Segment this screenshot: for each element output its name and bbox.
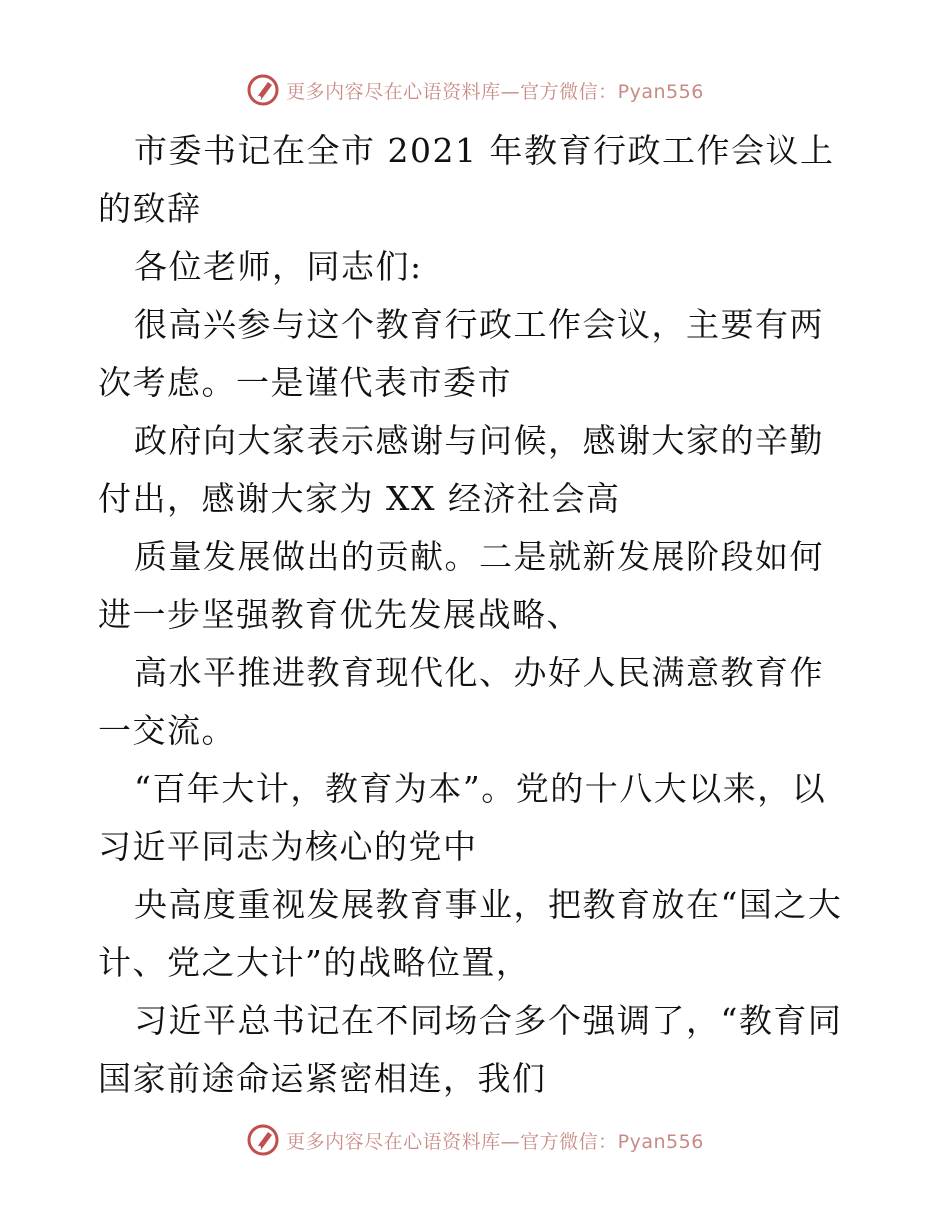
paragraph: 很高兴参与这个教育行政工作会议，主要有两次考虑。一是谨代表市委市 bbox=[98, 305, 824, 402]
paragraph: 习近平总书记在不同场合多个强调了，“教育同国家前途命运紧密相连，我们 bbox=[98, 1001, 843, 1098]
salutation: 各位老师，同志们: bbox=[134, 247, 423, 286]
document-body bbox=[98, 122, 858, 1108]
paragraph: 政府向大家表示感谢与问候，感谢大家的辛勤付出，感谢大家为 XX 经济社会高 bbox=[98, 421, 824, 518]
watermark-text: 更多内容尽在心语资料库—官方微信：Pyan556 bbox=[286, 1130, 704, 1153]
paragraph: 央高度重视发展教育事业，把教育放在“国之大计、党之大计”的战略位置， bbox=[98, 885, 843, 982]
paragraph: 质量发展做出的贡献。二是就新发展阶段如何进一步坚强教育优先发展战略、 bbox=[98, 537, 824, 634]
header-watermark bbox=[0, 70, 950, 110]
footer-watermark bbox=[0, 1120, 950, 1160]
paragraph: 高水平推进教育现代化、办好人民满意教育作一交流。 bbox=[98, 653, 824, 750]
document-title: 市委书记在全市 2021 年教育行政工作会议上的致辞 bbox=[98, 131, 835, 228]
paragraph: “百年大计，教育为本”。党的十八大以来，以习近平同志为核心的党中 bbox=[98, 769, 827, 866]
pen-nib-circle-icon bbox=[246, 73, 280, 107]
pen-nib-circle-icon bbox=[246, 1123, 280, 1157]
watermark-text: 更多内容尽在心语资料库—官方微信：Pyan556 bbox=[286, 80, 704, 103]
